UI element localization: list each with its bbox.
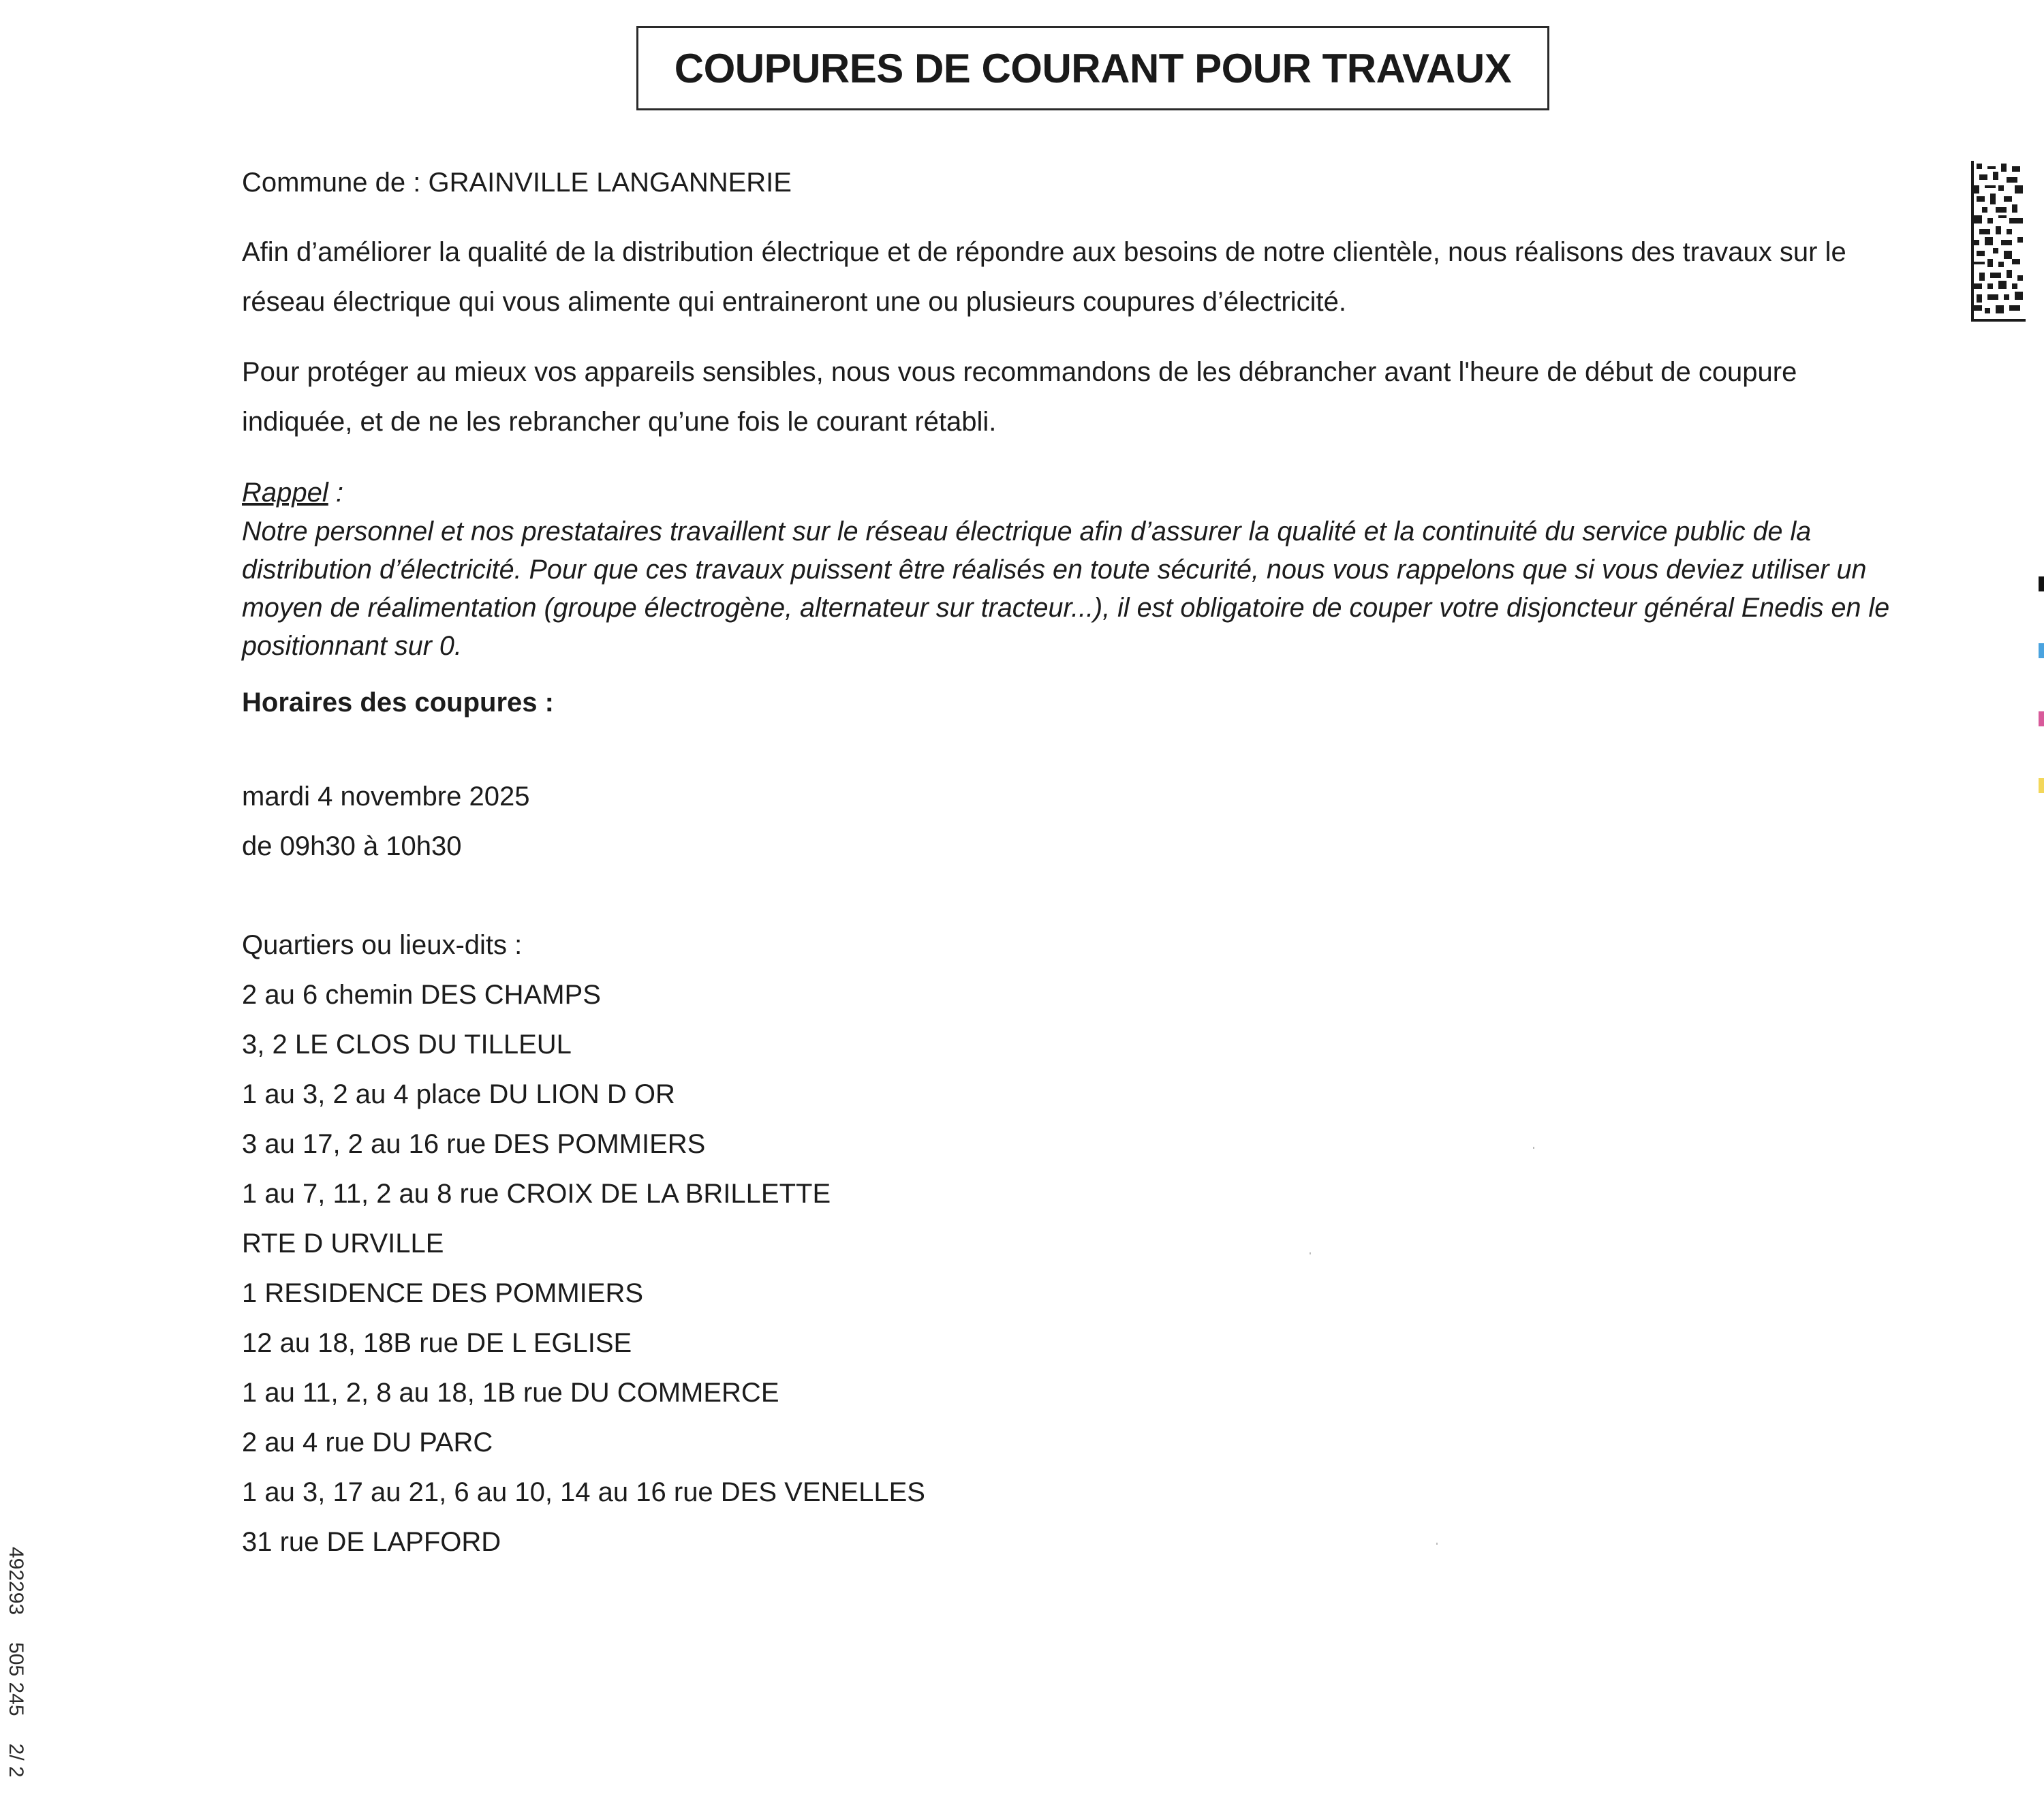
schedule-date: mardi 4 novembre 2025 [242, 782, 530, 812]
location-item: 2 au 6 chemin DES CHAMPS [242, 980, 601, 1010]
side-code-part1: 492293 [5, 1547, 27, 1616]
location-item: 1 au 11, 2, 8 au 18, 1B rue DU COMMERCE [242, 1378, 779, 1408]
registration-mark-yellow [2039, 778, 2044, 793]
commune-line [242, 166, 792, 199]
advice-paragraph: Pour protéger au mieux vos appareils sensibles, nous vous recommandons de les débrancher avant l'heure de début de coupure indiquée, et de ne les rebrancher qu’une fois le courant rétabli. [242, 357, 1797, 437]
scan-speck [1533, 1147, 1534, 1149]
schedule-time: de 09h30 à 10h30 [242, 831, 462, 861]
locations-heading: Quartiers ou lieux-dits : [242, 930, 523, 960]
location-item: 1 au 7, 11, 2 au 8 rue CROIX DE LA BRILLETTE [242, 1179, 831, 1209]
side-code-part2: 505 245 [5, 1642, 27, 1716]
registration-mark-cyan [2039, 643, 2044, 658]
commune-label: Commune de : [242, 168, 429, 198]
side-code-page: 2/ 2 [5, 1743, 27, 1778]
location-item: 31 rue DE LAPFORD [242, 1527, 501, 1557]
location-item: 12 au 18, 18B rue DE L EGLISE [242, 1328, 632, 1358]
location-item: RTE D URVILLE [242, 1229, 444, 1259]
side-reference-code [4, 1547, 27, 1805]
rappel-word: Rappel [242, 478, 328, 508]
rappel-label [242, 476, 343, 509]
location-item: 3, 2 LE CLOS DU TILLEUL [242, 1030, 572, 1060]
location-item: 2 au 4 rue DU PARC [242, 1428, 493, 1457]
location-item: 1 au 3, 17 au 21, 6 au 10, 14 au 16 rue DES VENELLES [242, 1477, 925, 1507]
commune-name: GRAINVILLE LANGANNERIE [428, 168, 792, 198]
location-item: 3 au 17, 2 au 16 rue DES POMMIERS [242, 1129, 706, 1159]
schedule-heading: Horaires des coupures : [242, 688, 554, 718]
datamatrix-code-icon [1971, 161, 2026, 322]
scan-speck [1310, 1252, 1311, 1254]
registration-mark-black [2039, 576, 2044, 591]
page-title: COUPURES DE COURANT POUR TRAVAUX [674, 45, 1512, 91]
location-item: 1 au 3, 2 au 4 place DU LION D OR [242, 1079, 675, 1109]
rappel-text: Notre personnel et nos prestataires travaillent sur le réseau électrique afin d’assurer la qualité et la continuité du service public de la distribution d’électricité. Pour que ces travaux puissent être réalisés en toute sécurité, nous vous rappelons que si vous deviez utiliser un moyen de réalimentation (groupe électrogène, alternateur sur tracteur...), il est obligatoire de couper votre disjoncteur général Enedis en le positionnant sur 0. [242, 516, 1890, 661]
registration-mark-magenta [2039, 711, 2044, 726]
location-item: 1 RESIDENCE DES POMMIERS [242, 1278, 644, 1308]
scan-speck [1436, 1543, 1438, 1545]
intro-paragraph: Afin d’améliorer la qualité de la distribution électrique et de répondre aux besoins de notre clientèle, nous réalisons des travaux sur le réseau électrique qui vous alimente qui entraineront une ou plusieurs coupures d’électricité. [242, 237, 1846, 317]
title-box [636, 26, 1549, 110]
rappel-colon: : [328, 478, 343, 508]
